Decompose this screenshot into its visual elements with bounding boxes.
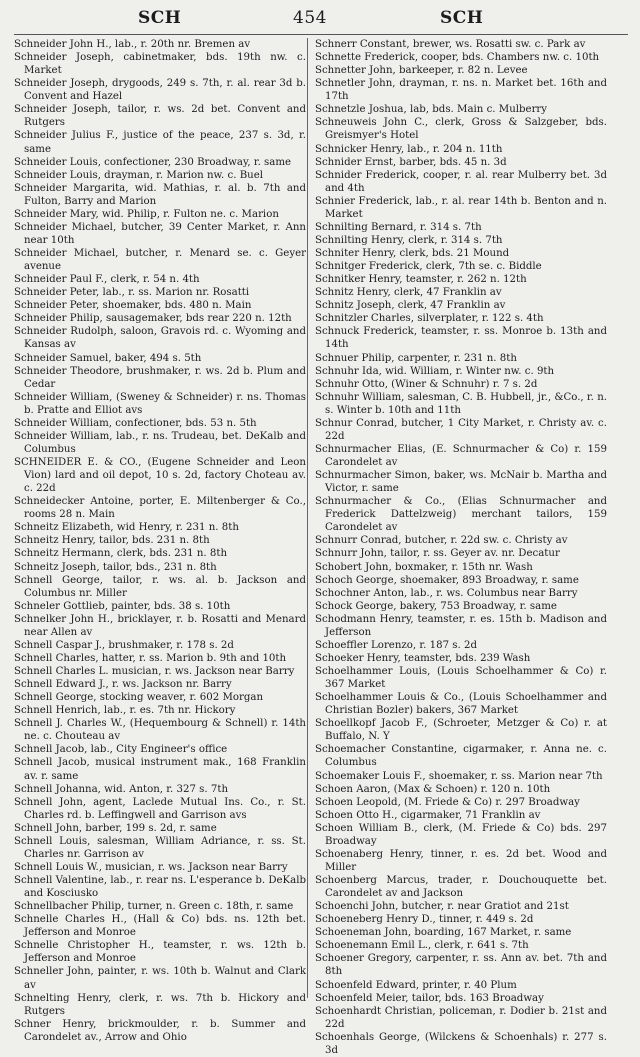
directory-entry: Schnell Valentine, lab., r. rear ns. L'esperance b. DeKalb and Kosciusko [14, 875, 307, 900]
directory-entry: Schnell Jacob, lab., City Engineer's office [14, 744, 228, 756]
directory-entry: Schnilting Bernard, r. 314 s. 7th [315, 221, 482, 233]
directory-entry: Schnell John, barber, 199 s. 2d, r. same [14, 822, 217, 834]
directory-entry: Schoemacher Constantine, cigarmaker, r. Anna ne. c. Columbus [315, 744, 607, 769]
directory-entry: Schoeneberg Henry D., tinner, r. 449 s. 2d [315, 914, 534, 926]
directory-entry: Schoenhals George, (Wilckens & Schoenhals) r. 277 s. 3d [315, 1031, 607, 1056]
directory-entry: Schoener Gregory, carpenter, r. ss. Ann av. bet. 7th and 8th [315, 953, 607, 978]
directory-entry: Schnur Conrad, butcher, 1 City Market, r. Christy av. c. 22d [315, 417, 607, 442]
directory-entry: Schnuhr Ida, wid. William, r. Winter nw. c. 9th [315, 365, 555, 377]
directory-entry: Schnitger Frederick, clerk, 7th se. c. Biddle [315, 261, 542, 273]
page-header [0, 6, 640, 32]
directory-entry: Schoen Otto H., cigarmaker, 71 Franklin av [315, 809, 541, 821]
directory-entry: Schnell Charles L. musician, r. ws. Jackson near Barry [14, 666, 295, 677]
directory-entry: Schnier Frederick, lab., r. al. rear 14th b. Benton and n. Market [315, 195, 607, 220]
directory-entry: Schneidecker Antoine, porter, E. Miltenberger & Co., rooms 28 n. Main [14, 496, 306, 521]
directory-entry: Schnuck Frederick, teamster, r. ss. Monroe b. 13th and 14th [315, 326, 607, 351]
directory-entry: Schnell George, tailor, r. ws. al. b. Jackson and Columbus nr. Miller [14, 574, 306, 599]
directory-entry: Schneider Theodore, brushmaker, r. ws. 2d b. Plum and Cedar [14, 365, 306, 390]
directory-entry: Schneider Paul F., clerk, r. 54 n. 4th [14, 274, 200, 286]
directory-entry: Schnell Louis, salesman, William Adriance, r. ss. St. Charles nr. Garrison av [14, 835, 306, 860]
directory-entry: Schneitz Elizabeth, wid Henry, r. 231 n. 8th [14, 522, 239, 534]
directory-entry: Schneitz Henry, tailor, bds. 231 n. 8th [14, 535, 210, 547]
directory-entry: Schnerr Constant, brewer, ws. Rosatti sw. c. Park av [315, 39, 586, 50]
directory-entry: Schnurmacher Elias, (E. Schnurmacher & Co) r. 159 Carondelet av [315, 443, 607, 468]
page-number: 454 [293, 8, 327, 28]
right-column [315, 38, 607, 1056]
directory-entry: Schnider Frederick, cooper, r. al. rear Mulberry bet. 3d and 4th [315, 169, 607, 194]
directory-entry: Schoeffler Lorenzo, r. 187 s. 2d [315, 639, 477, 651]
directory-entry: Schoellkopf Jacob F., (Schroeter, Metzger & Co) r. at Buffalo, N. Y [315, 718, 607, 743]
directory-entry: Schnitker Henry, teamster, r. 262 n. 12th [315, 274, 527, 286]
directory-entry: Schoenfeld Edward, printer, r. 40 Plum [315, 979, 517, 991]
directory-entry: Schnetter John, barkeeper, r. 82 n. Levee [315, 65, 528, 77]
directory-entry: SCHNEIDER E. & CO., (Eugene Schneider and Leon Vion) lard and oil depot, 10 s. 2d, factory Choteau av. c. 22d [14, 457, 306, 495]
directory-entry: Schnell Johanna, wid. Anton, r. 327 s. 7th [14, 783, 229, 795]
directory-entry: Schneler Gottlieb, painter, bds. 38 s. 10th [14, 600, 231, 612]
directory-entry: Schnell Henrich, lab., r. es. 7th nr. Hickory [14, 705, 236, 717]
directory-entry: Schneller John, painter, r. ws. 10th b. Walnut and Clark av [14, 966, 306, 991]
directory-entry: Schochner Anton, lab., r. ws. Columbus near Barry [315, 587, 578, 599]
directory-entry: Schnuhr Otto, (Winer & Schnuhr) r. 7 s. 2d [315, 378, 538, 390]
column-divider [307, 38, 308, 998]
directory-entry: Schnurmacher Simon, baker, ws. McNair b. Martha and Victor, r. same [315, 470, 607, 495]
directory-entry: Schner Henry, brickmoulder, r. b. Summer and Carondelet av., Arrow and Ohio [14, 1018, 306, 1043]
directory-entry: Schoelhammer Louis, (Louis Schoelhammer & Co) r. 367 Market [315, 666, 607, 691]
directory-entry: Schnurr John, tailor, r. ss. Geyer av. nr. Decatur [315, 548, 560, 560]
directory-entry: Schneider Philip, sausagemaker, bds rear 220 n. 12th [14, 313, 292, 325]
directory-entry: Schnellbacher Philip, turner, n. Green c. 18th, r. same [14, 901, 294, 913]
directory-entry: Schneider Joseph, cabinetmaker, bds. 19th nw. c. Market [14, 52, 306, 77]
directory-entry: Schneitz Hermann, clerk, bds. 231 n. 8th [14, 548, 228, 560]
directory-entry: Schneider Peter, lab., r. ss. Marion nr. Rosatti [14, 287, 250, 299]
header-left-guide-word: SCH [138, 8, 182, 28]
left-column [14, 38, 307, 1043]
directory-entry: Schneider Rudolph, saloon, Gravois rd. c. Wyoming and Kansas av [14, 326, 306, 351]
directory-entry: Schoenemann Emil L., clerk, r. 641 s. 7th [315, 940, 529, 952]
directory-entry: Schneider Louis, drayman, r. Marion nw. c. Buel [14, 169, 264, 181]
directory-entry: Schnell John, agent, Laclede Mutual Ins. Co., r. St. Charles rd. b. Leffingwell and Garrison avs [14, 796, 306, 821]
directory-entry: Schnitz Joseph, clerk, 47 Franklin av [315, 300, 506, 312]
header-right-guide-word: SCH [440, 8, 484, 28]
directory-entry: Schnetler John, drayman, r. ns. n. Market bet. 16th and 17th [315, 78, 607, 103]
directory-entry: Schoelhammer Louis & Co., (Louis Schoelhammer and Christian Bozler) bakers, 367 Market [315, 692, 607, 717]
directory-entry: Schoenhardt Christian, policeman, r. Dodier b. 21st and 22d [315, 1005, 607, 1030]
directory-entry: Schneider Samuel, baker, 494 s. 5th [14, 352, 202, 364]
directory-entry: Schnell J. Charles W., (Hequembourg & Schnell) r. 14th ne. c. Chouteau av [14, 718, 306, 743]
directory-entry: Schock George, bakery, 753 Broadway, r. same [315, 600, 557, 612]
directory-entry: Schneuweis John C., clerk, Gross & Salzgeber, bds. Greismyer's Hotel [315, 117, 607, 142]
directory-entry: Schoen Leopold, (M. Friede & Co) r. 297 Broadway [315, 796, 580, 808]
directory-entry: Schnuer Philip, carpenter, r. 231 n. 8th [315, 352, 517, 364]
directory-entry: Schoenchi John, butcher, r. near Gratiot and 21st [315, 901, 569, 913]
directory-entry: Schnell Louis W., musician, r. ws. Jackson near Barry [14, 861, 288, 873]
directory-entry: Schneider Joseph, tailor, r. ws. 2d bet. Convent and Rutgers [14, 104, 306, 129]
directory-entry: Schoemaker Louis F., shoemaker, r. ss. Marion near 7th [315, 770, 603, 782]
header-rule [14, 34, 628, 35]
directory-entry: Schneitz Joseph, tailor, bds., 231 n. 8th [14, 561, 217, 573]
directory-entry: Schneider Michael, butcher, 39 Center Market, r. Ann near 10th [14, 221, 306, 246]
directory-entry: Schoch George, shoemaker, 893 Broadway, r. same [315, 574, 579, 586]
directory-entry: Schoenfeld Meier, tailor, bds. 163 Broadway [315, 992, 544, 1004]
directory-entry: Schnell Edward J., r. ws. Jackson nr. Barry [14, 679, 232, 691]
directory-entry: Schobert John, boxmaker, r. 15th nr. Wash [315, 561, 533, 573]
directory-entry: Schneider William, lab., r. ns. Trudeau, bet. DeKalb and Columbus [14, 430, 306, 455]
directory-entry: Schnelle Christopher H., teamster, r. ws. 12th b. Jefferson and Monroe [14, 940, 306, 965]
directory-entry: Schnell Charles, hatter, r. ss. Marion b. 9th and 10th [14, 652, 287, 664]
directory-entry: Schnelker John H., bricklayer, r. b. Rosatti and Menard near Allen av [14, 613, 306, 638]
directory-entry: Schnitzler Charles, silverplater, r. 122 s. 4th [315, 313, 544, 325]
directory-entry: Schneider William, (Sweney & Schneider) r. ns. Thomas b. Pratte and Elliot avs [14, 391, 306, 416]
directory-entry: Schnelle Charles H., (Hall & Co) bds. ns. 12th bet. Jefferson and Monroe [14, 914, 306, 939]
directory-entry: Schoenberg Marcus, trader, r. Douchouquette bet. Carondelet av and Jackson [315, 875, 607, 900]
directory-entry: Schoen William B., clerk, (M. Friede & Co) bds. 297 Broadway [315, 822, 607, 847]
directory-entry: Schoeker Henry, teamster, bds. 239 Wash [315, 652, 531, 664]
directory-entry: Schneider Michael, butcher, r. Menard se. c. Geyer avenue [14, 248, 306, 273]
directory-entry: Schneider Peter, shoemaker, bds. 480 n. Main [14, 300, 252, 312]
directory-entry: Schnicker Henry, lab., r. 204 n. 11th [315, 143, 503, 155]
directory-entry: Schoeneman John, boarding, 167 Market, r. same [315, 927, 572, 939]
directory-entry: Schneider Margarita, wid. Mathias, r. al. b. 7th and Fulton, Barry and Marion [14, 182, 306, 207]
directory-entry: Schneider Mary, wid. Philip, r. Fulton ne. c. Marion [14, 208, 279, 220]
directory-entry: Schneider Julius F., justice of the peace, 237 s. 3d, r. same [14, 130, 306, 155]
directory-entry: Schoenaberg Henry, tinner, r. es. 2d bet. Wood and Miller [315, 848, 607, 873]
directory-entry: Schnilting Henry, clerk, r. 314 s. 7th [315, 234, 503, 246]
directory-entry: Schnitz Henry, clerk, 47 Franklin av [315, 287, 502, 299]
directory-entry: Schniter Henry, clerk, bds. 21 Mound [315, 248, 510, 259]
directory-entry: Schnell George, stocking weaver, r. 602 Morgan [14, 692, 264, 704]
directory-entry: Schoen Aaron, (Max & Schoen) r. 120 n. 10th [315, 783, 551, 795]
directory-entry: Schodmann Henry, teamster, r. es. 15th b. Madison and Jefferson [315, 613, 607, 638]
directory-entry: Schnurmacher & Co., (Elias Schnurmacher and Frederick Dattelzweig) merchant tailors, 159 Carondelet av [315, 496, 607, 534]
directory-entry: Schneider William, confectioner, bds. 53 n. 5th [14, 417, 257, 429]
directory-entry: Schnurr Conrad, butcher, r. 22d sw. c. Christy av [315, 535, 568, 547]
directory-entry: Schneider Joseph, drygoods, 249 s. 7th, r. al. rear 3d b. Convent and Hazel [14, 78, 306, 103]
directory-entry: Schnider Ernst, barber, bds. 45 n. 3d [315, 156, 507, 168]
directory-entry: Schnelting Henry, clerk, r. ws. 7th b. Hickory and Rutgers [14, 992, 306, 1017]
directory-entry: Schnell Caspar J., brushmaker, r. 178 s. 2d [14, 639, 234, 651]
directory-entry: Schnuhr William, salesman, C. B. Hubbell, jr., &Co., r. n. s. Winter b. 10th and 11th [315, 391, 607, 416]
directory-entry: Schnell Jacob, musical instrument mak., 168 Franklin av. r. same [14, 757, 306, 782]
directory-entry: Schneider Louis, confectioner, 230 Broadway, r. same [14, 156, 292, 168]
directory-entry: Schnette Frederick, cooper, bds. Chambers nw. c. 10th [315, 52, 600, 64]
directory-entry: Schneider John H., lab., r. 20th nr. Bremen av [14, 39, 251, 50]
directory-entry: Schnetzle Joshua, lab, bds. Main c. Mulberry [315, 104, 548, 116]
